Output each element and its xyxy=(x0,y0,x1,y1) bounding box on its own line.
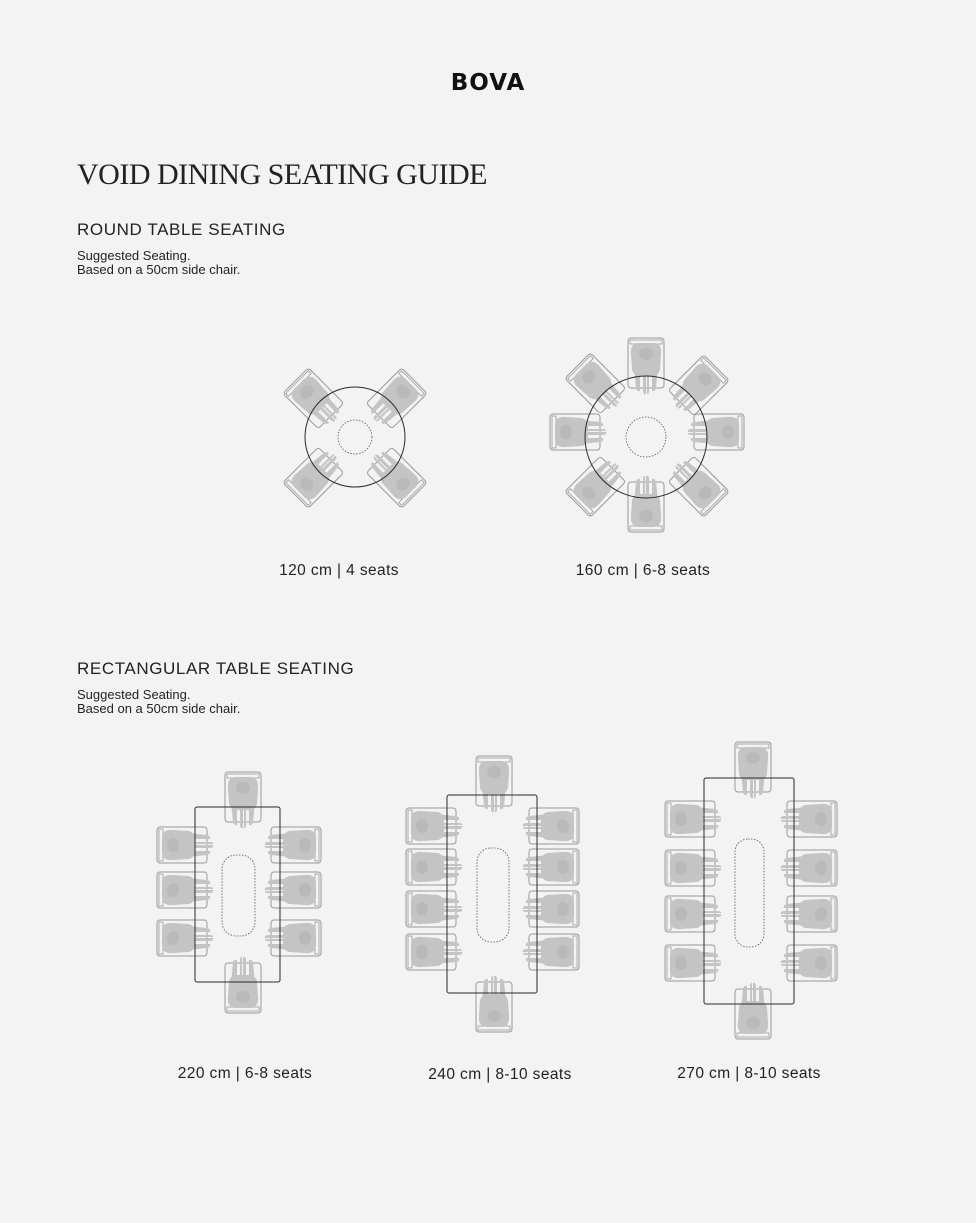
seat xyxy=(157,920,213,956)
rect-section-heading: RECTANGULAR TABLE SEATING xyxy=(77,659,355,678)
table-base xyxy=(735,839,764,947)
seat xyxy=(781,945,837,981)
seat xyxy=(565,452,630,517)
seat xyxy=(362,443,427,508)
round-note-line1: Suggested Seating. xyxy=(77,248,191,263)
seat xyxy=(283,368,348,433)
seat xyxy=(735,983,771,1039)
seat xyxy=(406,849,462,885)
seat xyxy=(157,827,213,863)
seat xyxy=(565,353,630,418)
seat xyxy=(265,827,321,863)
seat xyxy=(665,850,721,886)
table-base xyxy=(222,855,255,936)
seat xyxy=(665,945,721,981)
round-table-caption: 120 cm | 4 seats xyxy=(279,562,399,579)
round-table-caption: 160 cm | 6-8 seats xyxy=(575,562,711,579)
seat xyxy=(406,808,462,844)
seat xyxy=(781,896,837,932)
seat xyxy=(523,849,579,885)
rect-table-270 xyxy=(665,742,837,1039)
rect-table-caption: 220 cm | 6-8 seats xyxy=(177,1065,313,1082)
round-note-line2: Based on a 50cm side chair. xyxy=(77,262,241,277)
seat xyxy=(523,934,579,970)
rect-table-220 xyxy=(157,772,321,1013)
seat xyxy=(781,801,837,837)
seat xyxy=(628,338,664,394)
brand-logo: BOVA xyxy=(450,70,526,96)
seat xyxy=(550,414,606,450)
seat xyxy=(476,976,512,1032)
seat xyxy=(157,872,213,908)
table-base xyxy=(626,417,666,457)
seat xyxy=(406,891,462,927)
rect-table-caption: 270 cm | 8-10 seats xyxy=(677,1065,821,1082)
round-table-120 xyxy=(283,368,427,508)
round-table-160 xyxy=(550,338,744,532)
seat xyxy=(735,742,771,798)
seat xyxy=(523,808,579,844)
seat xyxy=(265,872,321,908)
round-section-heading: ROUND TABLE SEATING xyxy=(77,220,286,239)
seat xyxy=(283,443,348,508)
seat xyxy=(406,934,462,970)
rect-table-caption: 240 cm | 8-10 seats xyxy=(428,1066,572,1083)
seat xyxy=(664,355,729,420)
rect-note-line1: Suggested Seating. xyxy=(77,687,191,702)
table-base xyxy=(477,848,509,942)
seat xyxy=(688,414,744,450)
seat xyxy=(628,476,664,532)
seat xyxy=(665,896,721,932)
seat xyxy=(664,452,729,517)
table-top xyxy=(195,807,280,982)
rect-note-line2: Based on a 50cm side chair. xyxy=(77,701,241,716)
seat xyxy=(225,957,261,1013)
seat xyxy=(523,891,579,927)
rect-table-240 xyxy=(406,756,579,1032)
seat xyxy=(225,772,261,828)
seat xyxy=(781,850,837,886)
seat xyxy=(265,920,321,956)
page-title: VOID DINING SEATING GUIDE xyxy=(77,158,487,191)
seat xyxy=(476,756,512,812)
table-base xyxy=(338,420,372,454)
seat xyxy=(665,801,721,837)
seat xyxy=(362,368,427,433)
